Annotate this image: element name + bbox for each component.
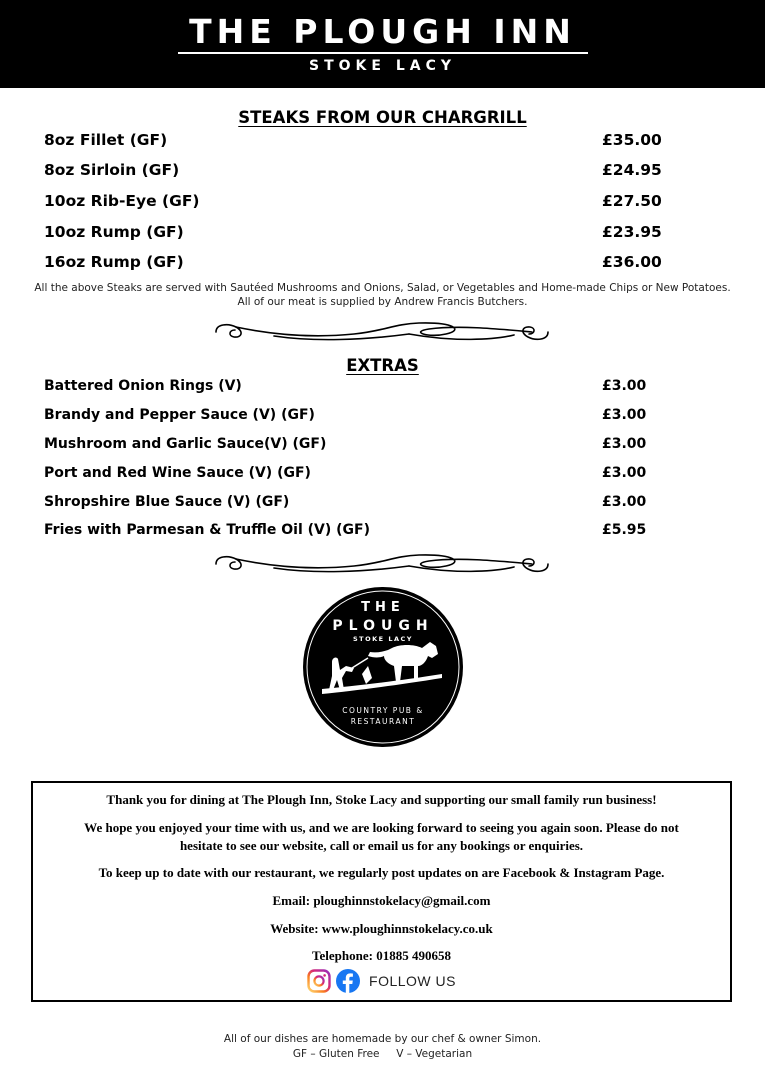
ornamental-divider — [214, 320, 550, 344]
logo-tagline-1: COUNTRY PUB & — [342, 706, 424, 715]
menu-item-price: £23.95 — [602, 223, 662, 241]
menu-item-name: 16oz Rump (GF) — [44, 253, 184, 271]
menu-item-name: 10oz Rump (GF) — [44, 223, 184, 241]
instagram-icon[interactable] — [307, 969, 331, 993]
steaks-section-title: STEAKS FROM OUR CHARGRILL — [238, 108, 527, 127]
ornamental-divider — [214, 552, 550, 576]
header-title: THE PLOUGH INN — [189, 12, 576, 51]
menu-item-name: Mushroom and Garlic Sauce(V) (GF) — [44, 436, 327, 452]
email-text: Email: ploughinnstokelacy@gmail.com — [272, 893, 491, 908]
extras-section-title: EXTRAS — [346, 356, 419, 375]
steaks-note: All the above Steaks are served with Sautéed Mushrooms and Onions, Salad, or Vegetables and Home-made Chips or New Potatoes. — [34, 282, 731, 294]
menu-item-price: £35.00 — [602, 131, 662, 149]
logo-place: STOKE LACY — [352, 635, 414, 643]
menu-item-price: £3.00 — [602, 407, 647, 423]
info-box — [31, 781, 732, 1002]
menu-item-name: Port and Red Wine Sauce (V) (GF) — [44, 465, 311, 481]
website-text: Website: www.ploughinnstokelacy.co.uk — [270, 921, 493, 936]
logo-the: THE — [361, 600, 405, 615]
hope-text-line-2: hesitate to see our website, call or email us for any bookings or enquiries. — [179, 838, 584, 853]
menu-item-name: Shropshire Blue Sauce (V) (GF) — [44, 494, 290, 510]
menu-item-price: £24.95 — [602, 161, 662, 179]
follow-us-label: FOLLOW US — [369, 973, 456, 989]
header-rule — [178, 52, 588, 54]
menu-item-name: 10oz Rib-Eye (GF) — [44, 192, 200, 210]
telephone-text: Telephone: 01885 490658 — [312, 948, 451, 963]
menu-item-price: £3.00 — [602, 465, 647, 481]
menu-item-name: Battered Onion Rings (V) — [44, 378, 242, 394]
plough-inn-logo — [302, 586, 464, 748]
menu-item-name: 8oz Fillet (GF) — [44, 131, 168, 149]
menu-item-name: 8oz Sirloin (GF) — [44, 161, 180, 179]
hope-text-line-1: We hope you enjoyed your time with us, and we are looking forward to seeing you again soon. Please do not — [84, 820, 679, 835]
header-banner — [0, 0, 765, 88]
facebook-icon[interactable] — [336, 969, 360, 993]
header-subtitle: STOKE LACY — [309, 58, 456, 74]
menu-item-price: £36.00 — [602, 253, 662, 271]
menu-item-price: £5.95 — [602, 522, 647, 538]
menu-item-price: £3.00 — [602, 378, 647, 394]
menu-item-price: £3.00 — [602, 436, 647, 452]
menu-item-price: £3.00 — [602, 494, 647, 510]
logo-plough: PLOUGH — [332, 618, 434, 634]
menu-item-price: £27.50 — [602, 192, 662, 210]
footer-homemade-note: All of our dishes are homemade by our chef & owner Simon. — [223, 1033, 542, 1045]
menu-item-name: Fries with Parmesan & Truffle Oil (V) (GF) — [44, 522, 370, 538]
updates-text: To keep up to date with our restaurant, we regularly post updates on are Facebook & Instagram Page. — [98, 865, 665, 880]
menu-item-name: Brandy and Pepper Sauce (V) (GF) — [44, 407, 315, 423]
follow-us-row — [33, 969, 730, 995]
supplier-note: All of our meat is supplied by Andrew Francis Butchers. — [237, 296, 528, 308]
footer-legend: GF – Gluten Free V – Vegetarian — [292, 1048, 473, 1060]
logo-tagline-2: RESTAURANT — [350, 717, 416, 726]
thanks-text: Thank you for dining at The Plough Inn, Stoke Lacy and supporting our small family run business! — [106, 792, 657, 807]
